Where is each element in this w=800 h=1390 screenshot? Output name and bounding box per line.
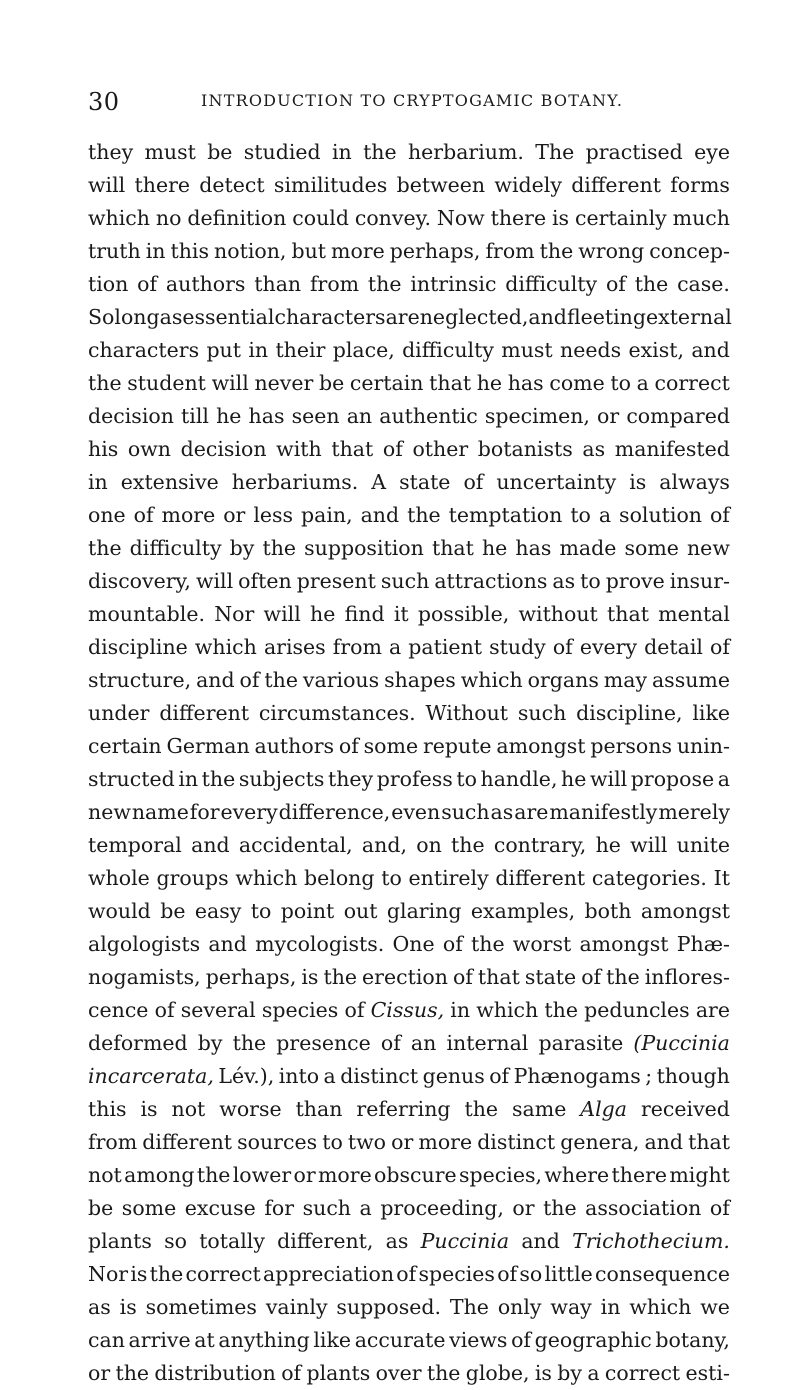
text-line: mountable. Nor will he find it possible, without that mental [88,602,730,626]
book-page [88,88,730,1390]
page-number: 30 [88,88,120,116]
text-line: they must be studied in the herbarium. The practised eye [88,140,730,164]
running-title: INTRODUCTION TO CRYPTOGAMIC BOTANY. [201,91,624,110]
running-head [88,88,730,118]
text-line: incarcerata, Lév.), into a distinct genus of Phænogams ; though [88,1064,730,1088]
text-line: the student will never be certain that he has come to a correct [88,371,730,395]
text-line: as is sometimes vainly supposed. The only way in which we [88,1295,730,1319]
text-line: be some excuse for such a proceeding, or the association of [88,1196,730,1220]
text-line: whole groups which belong to entirely different categories. It [88,866,730,890]
text-line: the difficulty by the supposition that he has made some new [88,536,730,560]
text-line: or the distribution of plants over the globe, is by a correct esti- [88,1361,730,1385]
text-line: one of more or less pain, and the temptation to a solution of [88,503,730,527]
text-line: decision till he has seen an authentic specimen, or compared [88,404,730,428]
text-line: temporal and accidental, and, on the contrary, he will unite [88,833,730,857]
text-line: deformed by the presence of an internal parasite (Puccinia [88,1031,730,1055]
text-line: plants so totally different, as Puccinia and Trichothecium. [88,1229,730,1253]
text-line: structed in the subjects they profess to handle, he will propose a [88,767,730,791]
text-line: under different circumstances. Without such discipline, like [88,701,730,725]
text-line: not among the lower or more obscure species, where there might [88,1163,730,1187]
text-line: in extensive herbariums. A state of uncertainty is always [88,470,730,494]
text-line: from different sources to two or more distinct genera, and that [88,1130,730,1154]
text-line: characters put in their place, difficulty must needs exist, and [88,338,730,362]
text-line: discovery, will often present such attractions as to prove insur- [88,569,730,593]
text-line: tion of authors than from the intrinsic difficulty of the case. [88,272,730,296]
text-line: So long as essential characters are neglected, and fleeting external [88,305,732,329]
text-line: algologists and mycologists. One of the worst amongst Phæ- [88,932,730,956]
text-line: would be easy to point out glaring examples, both amongst [88,899,730,923]
text-line: this is not worse than referring the same Alga received [88,1097,730,1121]
text-line: Nor is the correct appreciation of species of so little consequence [88,1262,730,1286]
text-line: which no definition could convey. Now there is certainly much [88,206,730,230]
text-line: structure, and of the various shapes which organs may assume [88,668,730,692]
body-text [88,136,730,1390]
text-line: will there detect similitudes between widely different forms [88,173,730,197]
text-line: nogamists, perhaps, is the erection of that state of the inflores- [88,965,730,989]
text-line: cence of several species of Cissus, in which the peduncles are [88,998,730,1022]
text-line: new name for every difference, even such as are manifestly merely [88,800,730,824]
text-line: can arrive at anything like accurate views of geographic botany, [88,1328,730,1352]
text-line: certain German authors of some repute amongst persons unin- [88,734,730,758]
text-line: truth in this notion, but more perhaps, from the wrong concep- [88,239,730,263]
text-line: his own decision with that of other botanists as manifested [88,437,730,461]
text-line: discipline which arises from a patient study of every detail of [88,635,730,659]
